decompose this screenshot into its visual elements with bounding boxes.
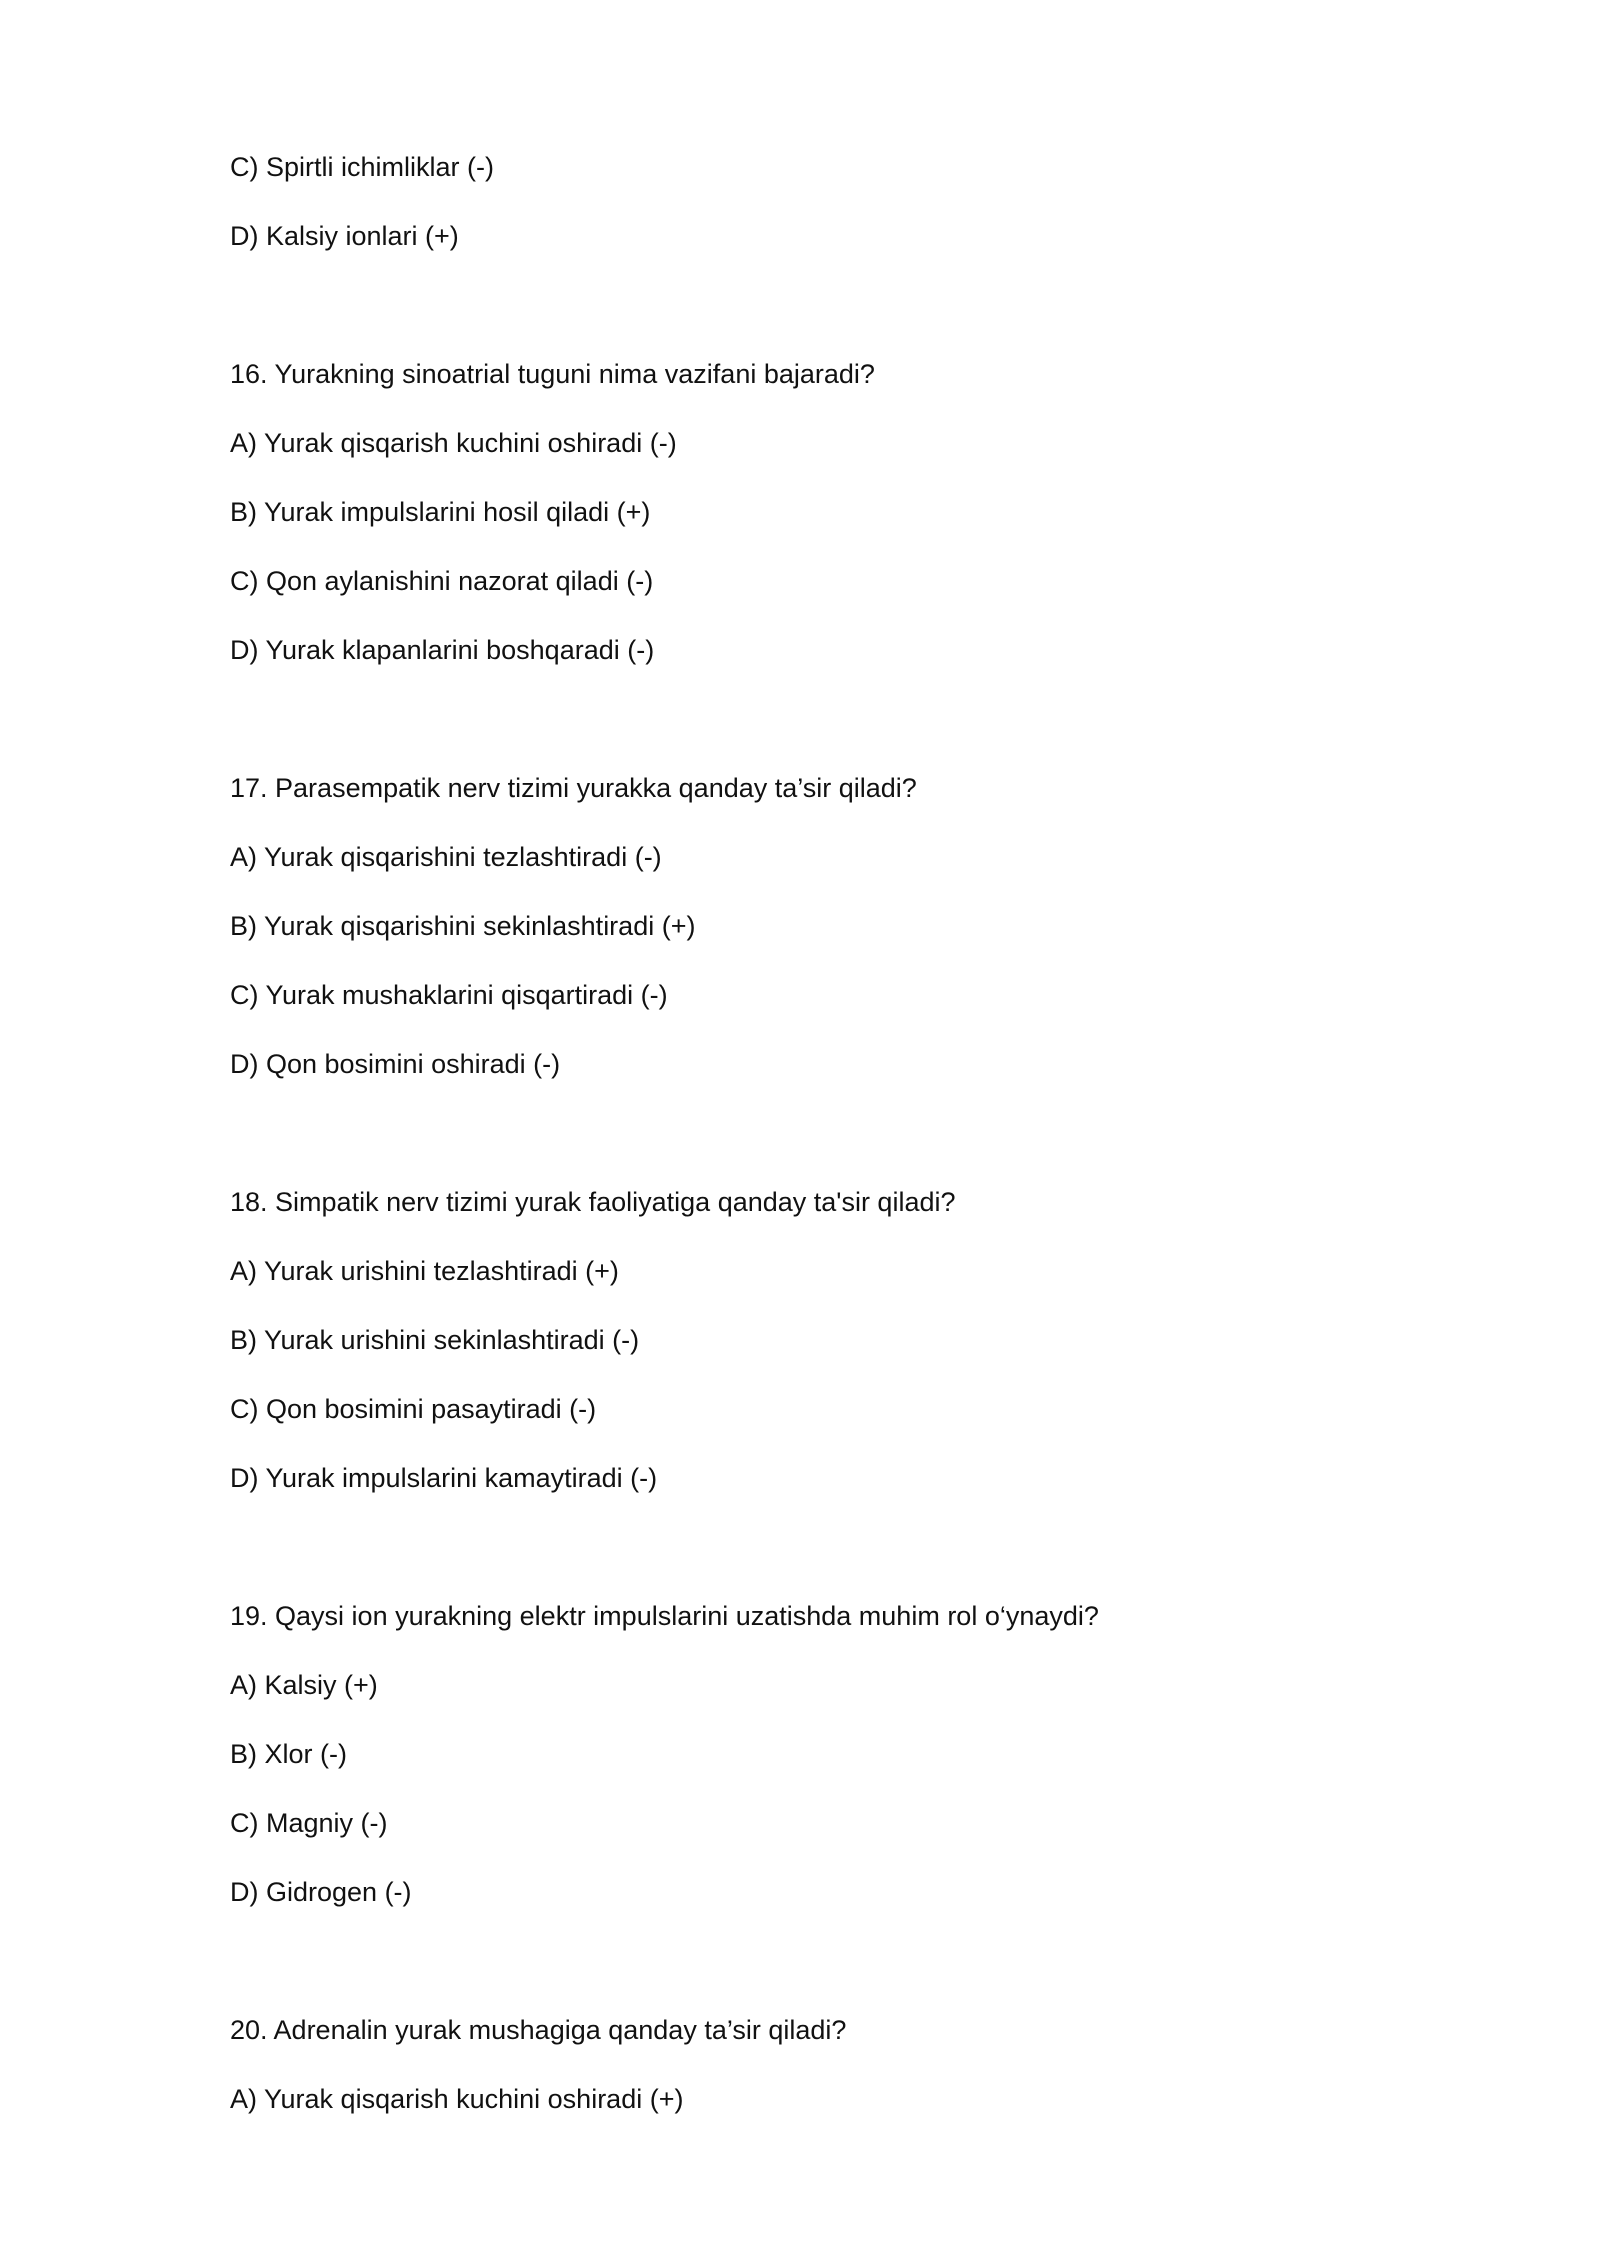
spacer (230, 702, 1430, 771)
question-20: 20. Adrenalin yurak mushagiga qanday ta’sir qiladi? (230, 2015, 847, 2045)
spacer (230, 1530, 1430, 1599)
answer-option: C) Spirtli ichimliklar (-) (230, 152, 494, 182)
question-16: 16. Yurakning sinoatrial tuguni nima vazifani bajaradi? (230, 359, 875, 389)
question-19: 19. Qaysi ion yurakning elektr impulslarini uzatishda muhim rol o‘ynaydi? (230, 1601, 1099, 1631)
document-content (230, 150, 1430, 2151)
answer-option: A) Kalsiy (+) (230, 1670, 378, 1700)
answer-option: A) Yurak qisqarishini tezlashtiradi (-) (230, 842, 662, 872)
answer-option: C) Yurak mushaklarini qisqartiradi (-) (230, 980, 668, 1010)
answer-option: A) Yurak urishini tezlashtiradi (+) (230, 1256, 619, 1286)
answer-option: D) Yurak klapanlarini boshqaradi (-) (230, 635, 655, 665)
answer-option: B) Yurak impulslarini hosil qiladi (+) (230, 497, 651, 527)
answer-option: A) Yurak qisqarish kuchini oshiradi (+) (230, 2084, 684, 2114)
answer-option: C) Qon aylanishini nazorat qiladi (-) (230, 566, 654, 596)
spacer (230, 288, 1430, 357)
answer-option: B) Yurak urishini sekinlashtiradi (-) (230, 1325, 640, 1355)
question-18: 18. Simpatik nerv tizimi yurak faoliyatiga qanday ta'sir qiladi? (230, 1187, 956, 1217)
answer-option: C) Qon bosimini pasaytiradi (-) (230, 1394, 597, 1424)
answer-option: D) Yurak impulslarini kamaytiradi (-) (230, 1463, 658, 1493)
answer-option: D) Qon bosimini oshiradi (-) (230, 1049, 561, 1079)
answer-option: B) Xlor (-) (230, 1739, 347, 1769)
answer-option: D) Gidrogen (-) (230, 1877, 412, 1907)
question-17: 17. Parasempatik nerv tizimi yurakka qanday ta’sir qiladi? (230, 773, 917, 803)
spacer (230, 1944, 1430, 2013)
spacer (230, 1116, 1430, 1185)
answer-option: D) Kalsiy ionlari (+) (230, 221, 459, 251)
answer-option: B) Yurak qisqarishini sekinlashtiradi (+) (230, 911, 696, 941)
answer-option: C) Magniy (-) (230, 1808, 388, 1838)
answer-option: A) Yurak qisqarish kuchini oshiradi (-) (230, 428, 677, 458)
